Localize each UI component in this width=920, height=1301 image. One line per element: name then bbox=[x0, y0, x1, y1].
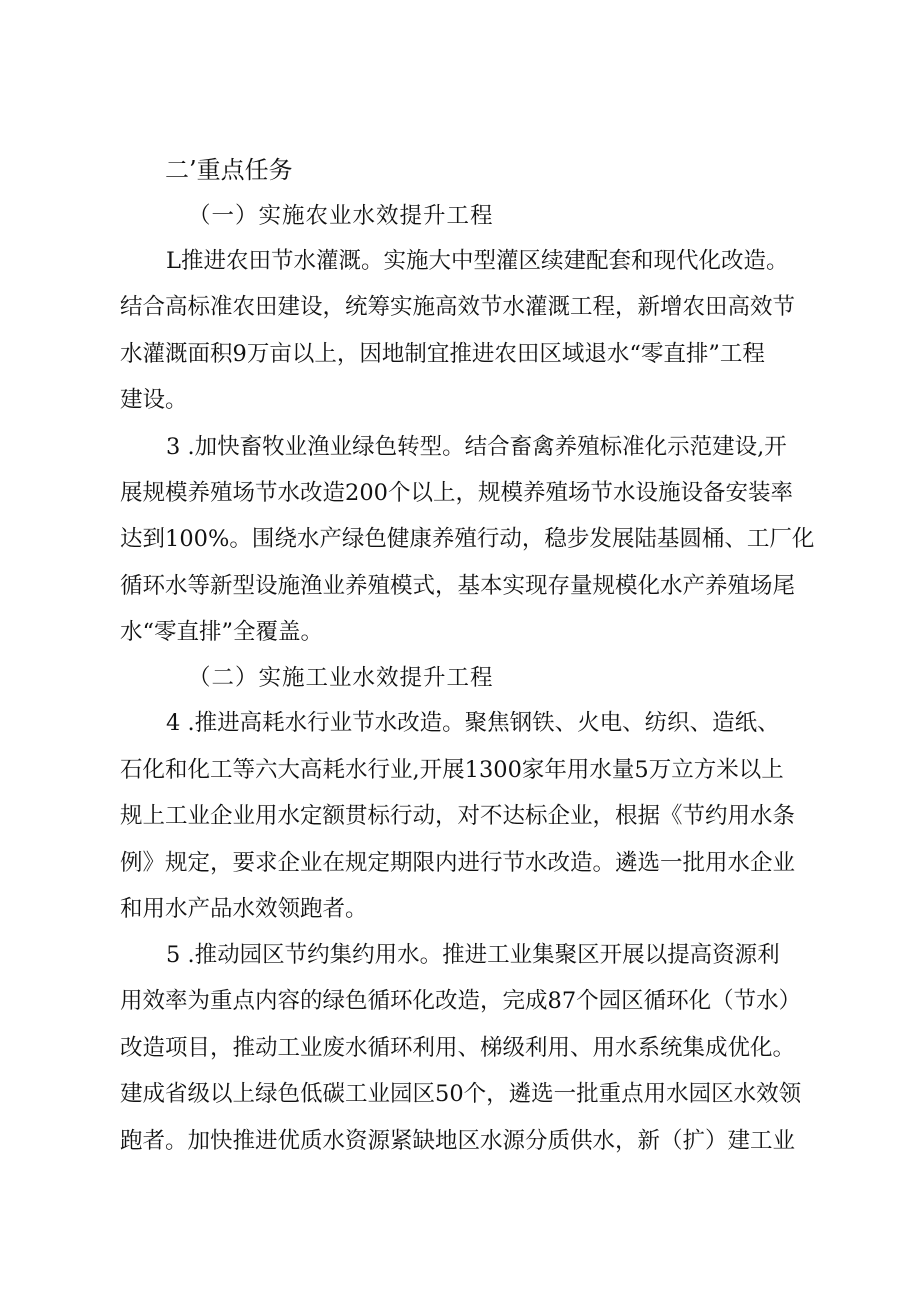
paragraph-line: 用效率为重点内容的绿色循环化改造，完成87个园区循环化（节水） bbox=[120, 988, 802, 1014]
paragraph-line: 水“零直排”全覆盖。 bbox=[120, 619, 324, 645]
paragraph-line: 结合高标准农田建设，统筹实施高效节水灌溉工程，新增农田高效节 bbox=[120, 294, 796, 320]
paragraph-line: 展规模养殖场节水改造200个以上，规模养殖场节水设施设备安装率 bbox=[120, 480, 793, 506]
paragraph-line: 建设。 bbox=[120, 387, 188, 413]
part1-heading: （一）实施农业水效提升工程 bbox=[188, 203, 494, 229]
paragraph-line: 石化和化工等六大高耗水行业,开展1300家年用水量5万立方米以上 bbox=[120, 757, 784, 783]
paragraph-line: 和用水产品水效领跑者。 bbox=[120, 896, 368, 922]
paragraph-line: 5 .推动园区节约集约用水。推进工业集聚区开展以提高资源利 bbox=[166, 942, 780, 968]
section-heading: 二’重点任务 bbox=[165, 156, 293, 184]
paragraph-line: 例》规定，要求企业在规定期限内进行节水改造。遴选一批用水企业 bbox=[120, 850, 796, 876]
paragraph-line: 建成省级以上绿色低碳工业园区50个，遴选一批重点用水园区水效领 bbox=[120, 1081, 802, 1107]
paragraph-line: L推进农田节水灌溉。实施大中型灌区续建配套和现代化改造。 bbox=[166, 248, 789, 274]
paragraph-line: 3 .加快畜牧业渔业绿色转型。结合畜禽养殖标准化示范建设,开 bbox=[166, 434, 787, 460]
paragraph-line: 水灌溉面积9万亩以上，因地制宜推进农田区域退水“零直排”工程 bbox=[120, 341, 765, 367]
paragraph-line: 跑者。加快推进优质水资源紧缺地区水源分质供水，新（扩）建工业 bbox=[120, 1128, 796, 1154]
part2-heading: （二）实施工业水效提升工程 bbox=[188, 665, 494, 691]
paragraph-line: 循环水等新型设施渔业养殖模式，基本实现存量规模化水产养殖场尾 bbox=[120, 573, 796, 599]
paragraph-line: 4 .推进高耗水行业节水改造。聚焦钢铁、火电、纺织、造纸、 bbox=[166, 710, 780, 736]
paragraph-line: 规上工业企业用水定额贯标行动，对不达标企业，根据《节约用水条 bbox=[120, 803, 796, 829]
paragraph-line: 达到100%。围绕水产绿色健康养殖行动，稳步发展陆基圆桶、工厂化 bbox=[120, 526, 815, 552]
paragraph-line: 改造项目，推动工业废水循环利用、梯级利用、用水系统集成优化。 bbox=[120, 1035, 796, 1061]
